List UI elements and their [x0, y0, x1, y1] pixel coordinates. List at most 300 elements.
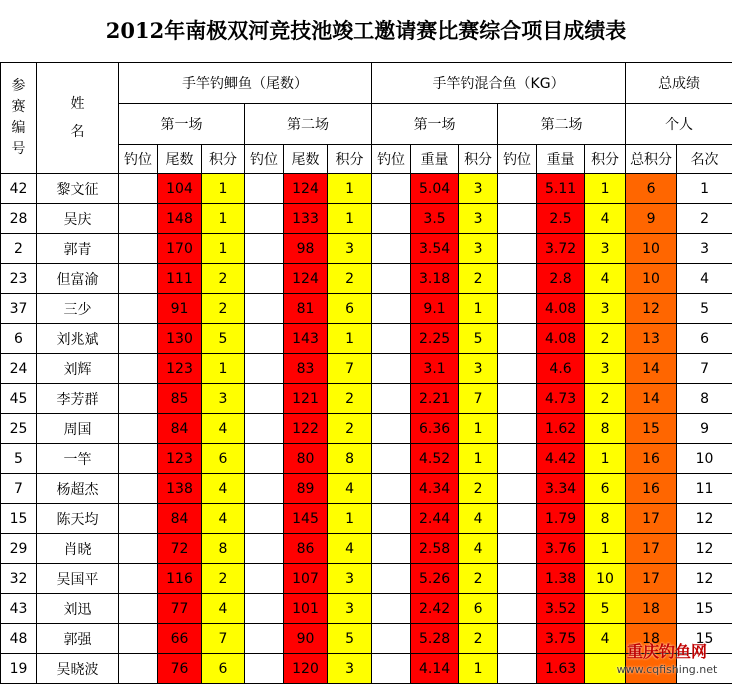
results-body: [1, 174, 732, 684]
cell-m1-pts: 1: [459, 654, 498, 684]
cell-m2-pts: 3: [585, 354, 626, 384]
cell-name: 刘迅: [37, 594, 119, 624]
cell-c2-seat: [245, 324, 284, 354]
cell-m1-seat: [372, 534, 411, 564]
cell-m2-seat: [498, 354, 537, 384]
cell-c1-seat: [119, 294, 158, 324]
cell-rank: 15: [677, 594, 732, 624]
cell-name: 吴国平: [37, 564, 119, 594]
cell-c2-count: 124: [284, 264, 328, 294]
cell-c1-pts: 1: [202, 234, 245, 264]
cell-no: 43: [1, 594, 37, 624]
header-carp-round1: 第一场: [119, 104, 245, 145]
cell-m2-pts: 4: [585, 204, 626, 234]
header-seat: 钓位: [498, 145, 537, 174]
cell-c1-seat: [119, 234, 158, 264]
cell-name: 李芳群: [37, 384, 119, 414]
cell-total: 17: [626, 504, 677, 534]
cell-c1-count: 148: [158, 204, 202, 234]
cell-c2-pts: 6: [328, 294, 372, 324]
cell-m2-seat: [498, 324, 537, 354]
cell-name: 杨超杰: [37, 474, 119, 504]
cell-c1-count: 72: [158, 534, 202, 564]
cell-m2-weight: 4.73: [537, 384, 585, 414]
cell-m1-pts: 1: [459, 414, 498, 444]
cell-total: 14: [626, 354, 677, 384]
table-row: [1, 534, 732, 564]
cell-c2-count: 121: [284, 384, 328, 414]
cell-m1-seat: [372, 504, 411, 534]
cell-c2-pts: 3: [328, 654, 372, 684]
cell-m1-weight: 4.14: [411, 654, 459, 684]
cell-m2-seat: [498, 294, 537, 324]
cell-c1-pts: 3: [202, 384, 245, 414]
cell-rank: 11: [677, 474, 732, 504]
cell-total: 17: [626, 564, 677, 594]
table-row: [1, 174, 732, 204]
cell-c2-pts: 3: [328, 594, 372, 624]
cell-name: 刘辉: [37, 354, 119, 384]
cell-c2-seat: [245, 654, 284, 684]
cell-m2-weight: 3.52: [537, 594, 585, 624]
cell-c2-seat: [245, 594, 284, 624]
cell-c1-pts: 1: [202, 174, 245, 204]
cell-no: 28: [1, 204, 37, 234]
cell-c2-seat: [245, 474, 284, 504]
header-count: 尾数: [158, 145, 202, 174]
cell-c1-count: 138: [158, 474, 202, 504]
cell-c2-pts: 2: [328, 414, 372, 444]
cell-c1-pts: 4: [202, 504, 245, 534]
cell-m1-seat: [372, 324, 411, 354]
cell-m1-pts: 6: [459, 594, 498, 624]
cell-c2-seat: [245, 414, 284, 444]
cell-m2-weight: 1.79: [537, 504, 585, 534]
cell-total: 18: [626, 624, 677, 654]
cell-rank: 15: [677, 624, 732, 654]
cell-m1-pts: 5: [459, 324, 498, 354]
cell-c1-pts: 4: [202, 474, 245, 504]
cell-m2-seat: [498, 654, 537, 684]
cell-no: 6: [1, 324, 37, 354]
cell-m2-weight: 4.08: [537, 294, 585, 324]
cell-rank: 8: [677, 384, 732, 414]
cell-c2-pts: 5: [328, 624, 372, 654]
cell-m2-weight: 3.76: [537, 534, 585, 564]
cell-c2-seat: [245, 534, 284, 564]
cell-c2-count: 86: [284, 534, 328, 564]
cell-m1-seat: [372, 384, 411, 414]
cell-total: 16: [626, 444, 677, 474]
cell-m2-seat: [498, 204, 537, 234]
header-mixed-group: 手竿钓混合鱼（KG）: [372, 63, 626, 104]
header-points: 积分: [328, 145, 372, 174]
cell-m2-pts: 8: [585, 504, 626, 534]
cell-c2-pts: 1: [328, 504, 372, 534]
cell-c2-seat: [245, 264, 284, 294]
cell-m1-seat: [372, 354, 411, 384]
cell-m2-weight: 4.6: [537, 354, 585, 384]
cell-m1-weight: 5.04: [411, 174, 459, 204]
cell-m1-weight: 3.54: [411, 234, 459, 264]
cell-m2-pts: 1: [585, 174, 626, 204]
cell-m1-weight: 2.42: [411, 594, 459, 624]
table-row: [1, 264, 732, 294]
cell-m1-seat: [372, 594, 411, 624]
table-row: [1, 594, 732, 624]
cell-c2-seat: [245, 624, 284, 654]
cell-m2-pts: 1: [585, 534, 626, 564]
cell-m2-pts: 3: [585, 234, 626, 264]
header-seat: 钓位: [119, 145, 158, 174]
table-row: [1, 204, 732, 234]
cell-m2-seat: [498, 264, 537, 294]
cell-c1-seat: [119, 324, 158, 354]
cell-m1-seat: [372, 654, 411, 684]
cell-m2-weight: 5.11: [537, 174, 585, 204]
cell-m2-weight: 1.38: [537, 564, 585, 594]
cell-c1-seat: [119, 564, 158, 594]
table-row: [1, 234, 732, 264]
cell-m2-weight: 3.75: [537, 624, 585, 654]
cell-m2-seat: [498, 534, 537, 564]
cell-m1-seat: [372, 174, 411, 204]
cell-c1-seat: [119, 384, 158, 414]
cell-total: 10: [626, 234, 677, 264]
cell-c1-seat: [119, 264, 158, 294]
cell-total: 16: [626, 474, 677, 504]
page-title: 2012年南极双河竞技池竣工邀请赛比赛综合项目成绩表: [105, 18, 627, 43]
cell-no: 29: [1, 534, 37, 564]
cell-m1-pts: 2: [459, 624, 498, 654]
cell-m2-seat: [498, 474, 537, 504]
header-total-points: 总积分: [626, 145, 677, 174]
cell-c1-seat: [119, 414, 158, 444]
cell-rank: 12: [677, 504, 732, 534]
cell-c1-seat: [119, 174, 158, 204]
cell-rank: 4: [677, 264, 732, 294]
cell-m2-pts: 10: [585, 564, 626, 594]
table-row: [1, 474, 732, 504]
cell-m2-pts: 8: [585, 414, 626, 444]
cell-total: [626, 654, 677, 684]
cell-c2-pts: 4: [328, 474, 372, 504]
cell-c2-pts: 1: [328, 324, 372, 354]
cell-m1-pts: 2: [459, 564, 498, 594]
cell-m2-pts: 6: [585, 474, 626, 504]
cell-no: 42: [1, 174, 37, 204]
cell-c1-pts: 2: [202, 264, 245, 294]
cell-m1-seat: [372, 444, 411, 474]
cell-c2-seat: [245, 234, 284, 264]
cell-m2-weight: 2.5: [537, 204, 585, 234]
cell-rank: 6: [677, 324, 732, 354]
cell-rank: 12: [677, 534, 732, 564]
cell-c2-seat: [245, 504, 284, 534]
cell-m2-weight: 1.63: [537, 654, 585, 684]
cell-total: 10: [626, 264, 677, 294]
watermark-title: 重庆钓鱼网: [626, 642, 707, 661]
cell-m2-weight: 4.08: [537, 324, 585, 354]
cell-name: 肖晓: [37, 534, 119, 564]
cell-name: 周国: [37, 414, 119, 444]
cell-m1-weight: 5.28: [411, 624, 459, 654]
cell-m1-pts: 1: [459, 444, 498, 474]
cell-m2-seat: [498, 444, 537, 474]
cell-m1-weight: 9.1: [411, 294, 459, 324]
cell-m2-seat: [498, 624, 537, 654]
cell-total: 18: [626, 594, 677, 624]
cell-m2-seat: [498, 384, 537, 414]
cell-c2-seat: [245, 204, 284, 234]
cell-rank: 10: [677, 444, 732, 474]
cell-m1-weight: 4.34: [411, 474, 459, 504]
header-total-group: 总成绩: [626, 63, 732, 104]
cell-c1-pts: 2: [202, 294, 245, 324]
cell-name: 三少: [37, 294, 119, 324]
cell-c1-count: 123: [158, 444, 202, 474]
cell-m1-weight: 3.5: [411, 204, 459, 234]
header-name-text: 姓名: [70, 96, 85, 140]
cell-m1-seat: [372, 294, 411, 324]
cell-m1-seat: [372, 234, 411, 264]
cell-m1-pts: 3: [459, 234, 498, 264]
cell-c2-count: 98: [284, 234, 328, 264]
cell-m1-weight: 2.25: [411, 324, 459, 354]
cell-c2-pts: 8: [328, 444, 372, 474]
cell-m1-pts: 7: [459, 384, 498, 414]
cell-c2-pts: 2: [328, 264, 372, 294]
cell-no: 37: [1, 294, 37, 324]
cell-c1-count: 111: [158, 264, 202, 294]
cell-m1-pts: 3: [459, 174, 498, 204]
cell-m2-weight: 1.62: [537, 414, 585, 444]
cell-c2-count: 107: [284, 564, 328, 594]
cell-name: 黎文征: [37, 174, 119, 204]
cell-c1-count: 91: [158, 294, 202, 324]
header-points: 积分: [459, 145, 498, 174]
cell-no: 5: [1, 444, 37, 474]
cell-name: 吴晓波: [37, 654, 119, 684]
cell-c1-pts: 2: [202, 564, 245, 594]
cell-c2-count: 145: [284, 504, 328, 534]
cell-m2-weight: 4.42: [537, 444, 585, 474]
cell-total: 12: [626, 294, 677, 324]
cell-rank: 7: [677, 354, 732, 384]
cell-rank: 2: [677, 204, 732, 234]
cell-c1-seat: [119, 354, 158, 384]
cell-m1-weight: 5.26: [411, 564, 459, 594]
cell-no: 15: [1, 504, 37, 534]
cell-c2-seat: [245, 294, 284, 324]
table-row: [1, 354, 732, 384]
cell-name: 刘兆斌: [37, 324, 119, 354]
cell-c1-count: 84: [158, 504, 202, 534]
cell-c1-count: 104: [158, 174, 202, 204]
cell-c2-count: 122: [284, 414, 328, 444]
cell-c2-count: 124: [284, 174, 328, 204]
cell-c2-pts: 1: [328, 204, 372, 234]
cell-rank: 1: [677, 174, 732, 204]
cell-c1-seat: [119, 654, 158, 684]
cell-m1-pts: 2: [459, 264, 498, 294]
cell-c1-count: 84: [158, 414, 202, 444]
cell-m1-weight: 3.1: [411, 354, 459, 384]
watermark-url: www.cqfishing.net: [616, 663, 718, 676]
cell-c1-pts: 4: [202, 594, 245, 624]
table-row: [1, 504, 732, 534]
header-individual: 个人: [626, 104, 732, 145]
results-table: [0, 62, 732, 684]
cell-c2-pts: 3: [328, 564, 372, 594]
cell-c1-seat: [119, 594, 158, 624]
cell-c1-seat: [119, 204, 158, 234]
cell-c2-seat: [245, 564, 284, 594]
header-weight: 重量: [537, 145, 585, 174]
cell-rank: 3: [677, 234, 732, 264]
cell-c2-count: 89: [284, 474, 328, 504]
cell-c2-count: 101: [284, 594, 328, 624]
cell-m2-seat: [498, 414, 537, 444]
cell-c1-seat: [119, 534, 158, 564]
header-points: 积分: [585, 145, 626, 174]
cell-c1-seat: [119, 624, 158, 654]
cell-c2-seat: [245, 354, 284, 384]
cell-c1-pts: 4: [202, 414, 245, 444]
cell-m1-weight: 4.52: [411, 444, 459, 474]
cell-m2-pts: [585, 654, 626, 684]
cell-m1-weight: 2.58: [411, 534, 459, 564]
cell-m2-pts: 4: [585, 264, 626, 294]
cell-c2-pts: 1: [328, 174, 372, 204]
header-mixed-round2: 第二场: [498, 104, 626, 145]
cell-c2-seat: [245, 384, 284, 414]
cell-c2-count: 80: [284, 444, 328, 474]
cell-c1-count: 76: [158, 654, 202, 684]
cell-m2-seat: [498, 594, 537, 624]
cell-total: 15: [626, 414, 677, 444]
cell-c2-pts: 3: [328, 234, 372, 264]
cell-rank: 9: [677, 414, 732, 444]
cell-m1-seat: [372, 564, 411, 594]
cell-m1-pts: 4: [459, 534, 498, 564]
cell-c1-pts: 1: [202, 204, 245, 234]
cell-rank: [677, 654, 732, 684]
cell-c1-pts: 6: [202, 444, 245, 474]
cell-c2-count: 90: [284, 624, 328, 654]
cell-m2-seat: [498, 564, 537, 594]
cell-m2-seat: [498, 174, 537, 204]
cell-total: 17: [626, 534, 677, 564]
table-row: [1, 444, 732, 474]
cell-c1-count: 116: [158, 564, 202, 594]
header-count: 尾数: [284, 145, 328, 174]
cell-no: 23: [1, 264, 37, 294]
cell-c1-count: 170: [158, 234, 202, 264]
cell-c2-count: 133: [284, 204, 328, 234]
cell-c1-pts: 8: [202, 534, 245, 564]
cell-c1-seat: [119, 504, 158, 534]
cell-c1-pts: 5: [202, 324, 245, 354]
cell-c1-count: 130: [158, 324, 202, 354]
cell-m1-pts: 3: [459, 204, 498, 234]
cell-m2-pts: 2: [585, 324, 626, 354]
cell-c1-count: 85: [158, 384, 202, 414]
cell-m2-weight: 3.72: [537, 234, 585, 264]
cell-m2-pts: 1: [585, 444, 626, 474]
cell-rank: 5: [677, 294, 732, 324]
cell-m2-pts: 2: [585, 384, 626, 414]
cell-c2-seat: [245, 444, 284, 474]
cell-m1-seat: [372, 624, 411, 654]
cell-c1-pts: 7: [202, 624, 245, 654]
cell-m1-weight: 3.18: [411, 264, 459, 294]
cell-c1-seat: [119, 474, 158, 504]
cell-name: 郭强: [37, 624, 119, 654]
cell-m1-pts: 3: [459, 354, 498, 384]
cell-m1-weight: 6.36: [411, 414, 459, 444]
cell-m1-seat: [372, 474, 411, 504]
cell-m1-weight: 2.21: [411, 384, 459, 414]
cell-c2-count: 143: [284, 324, 328, 354]
cell-c2-pts: 2: [328, 384, 372, 414]
cell-m1-pts: 2: [459, 474, 498, 504]
cell-c2-pts: 7: [328, 354, 372, 384]
cell-m1-weight: 2.44: [411, 504, 459, 534]
cell-rank: 12: [677, 564, 732, 594]
cell-total: 6: [626, 174, 677, 204]
cell-name: 但富渝: [37, 264, 119, 294]
header-participant-no: 参赛编号: [1, 63, 37, 174]
cell-c2-count: 83: [284, 354, 328, 384]
header-name: [37, 63, 119, 174]
cell-no: 48: [1, 624, 37, 654]
cell-no: 32: [1, 564, 37, 594]
cell-m1-pts: 4: [459, 504, 498, 534]
cell-no: 7: [1, 474, 37, 504]
cell-m2-pts: 5: [585, 594, 626, 624]
table-row: [1, 654, 732, 684]
cell-m1-seat: [372, 414, 411, 444]
cell-no: 19: [1, 654, 37, 684]
cell-c2-count: 81: [284, 294, 328, 324]
cell-m1-pts: 1: [459, 294, 498, 324]
cell-m1-seat: [372, 264, 411, 294]
header-rank: 名次: [677, 145, 732, 174]
header-carp-round2: 第二场: [245, 104, 372, 145]
cell-c1-pts: 1: [202, 354, 245, 384]
cell-c1-count: 77: [158, 594, 202, 624]
table-row: [1, 564, 732, 594]
cell-total: 9: [626, 204, 677, 234]
cell-total: 13: [626, 324, 677, 354]
cell-c1-count: 66: [158, 624, 202, 654]
cell-c2-seat: [245, 174, 284, 204]
cell-c1-count: 123: [158, 354, 202, 384]
cell-no: 2: [1, 234, 37, 264]
cell-m1-seat: [372, 204, 411, 234]
cell-m2-pts: 4: [585, 624, 626, 654]
cell-no: 45: [1, 384, 37, 414]
header-weight: 重量: [411, 145, 459, 174]
table-row: [1, 384, 732, 414]
table-row: [1, 324, 732, 354]
table-row: [1, 294, 732, 324]
cell-c2-count: 120: [284, 654, 328, 684]
cell-name: 陈天均: [37, 504, 119, 534]
cell-no: 25: [1, 414, 37, 444]
header-mixed-round1: 第一场: [372, 104, 498, 145]
